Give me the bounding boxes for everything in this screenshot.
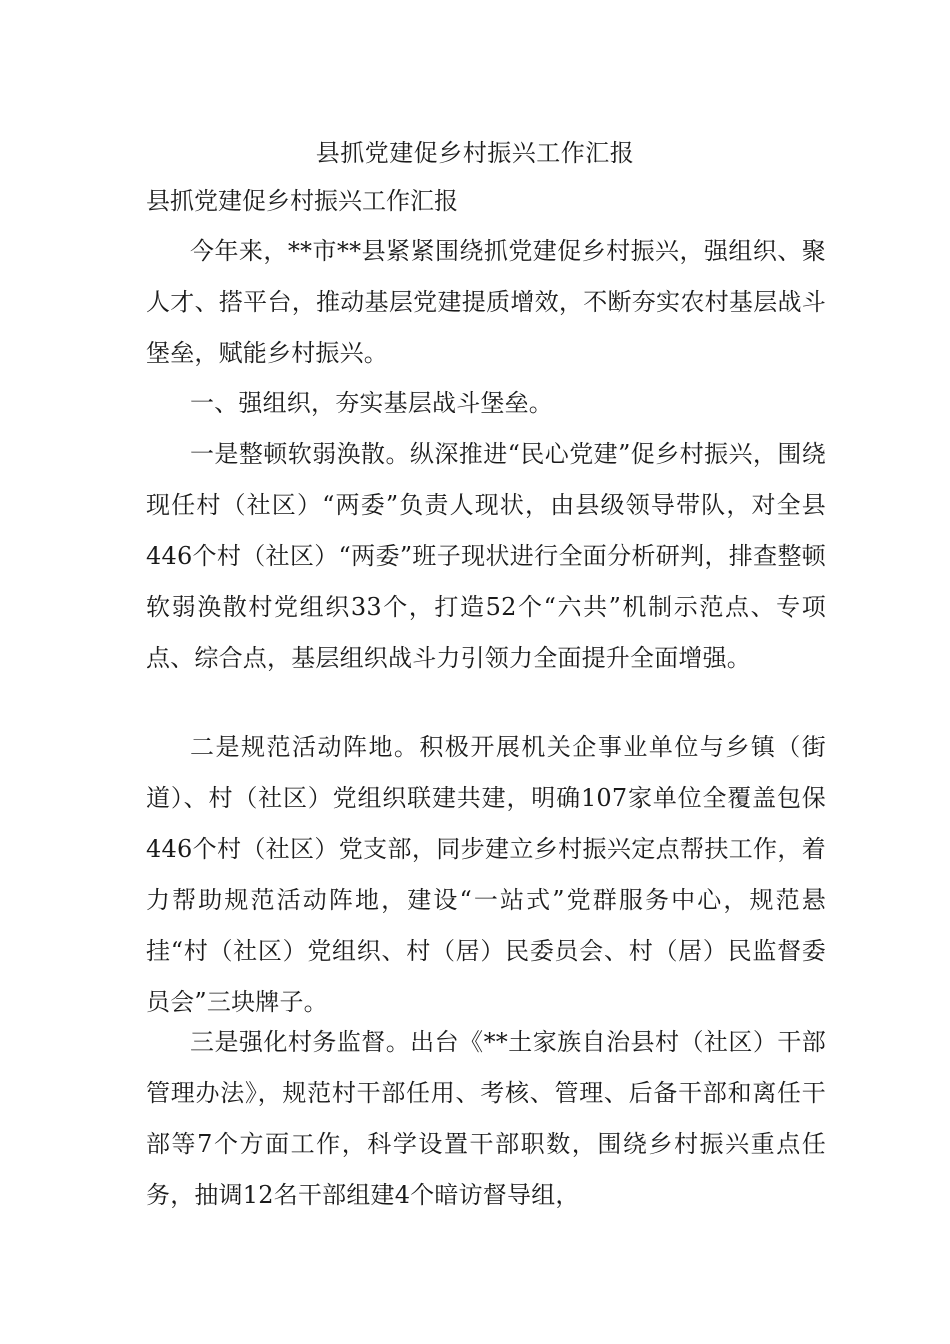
- paragraph-item-2: 二是规范活动阵地。积极开展机关企事业单位与乡镇（街道）、村（社区）党组织联建共建，明确107家单位全覆盖包保446个村（社区）党支部，同步建立乡村振兴定点帮扶工作，着力帮助规范活动阵地，建设“一站式”党群服务中心，规范悬挂“村（社区）党组织、村（居）民委员会、村（居）民监督委员会”三块牌子。: [146, 733, 826, 1016]
- paragraph-item-3: 三是强化村务监督。出台《**土家族自治县村（社区）干部管理办法》，规范村干部任用、考核、管理、后备干部和离任干部等7个方面工作，科学设置干部职数，围绕乡村振兴重点任务，抽调12名干部组建4个暗访督导组，: [146, 1028, 826, 1209]
- paragraph-item-1: 一是整顿软弱涣散。纵深推进“民心党建”促乡村振兴，围绕现任村（社区）“两委”负责人现状，由县级领导带队，对全县446个村（社区）“两委”班子现状进行全面分析研判，排查整顿软弱涣散村党组织33个，打造52个“六共”机制示范点、专项点、综合点，基层组织战斗力引领力全面提升全面增强。: [146, 440, 826, 672]
- section-heading-1: 一、强组织，夯实基层战斗堡垒。: [190, 389, 553, 417]
- document-title: 县抓党建促乡村振兴工作汇报: [315, 139, 635, 167]
- document-subtitle: 县抓党建促乡村振兴工作汇报: [146, 187, 458, 215]
- paragraph-intro: 今年来，**市**县紧紧围绕抓党建促乡村振兴，强组织、聚人才、搭平台，推动基层党建提质增效，不断夯实农村基层战斗堡垒，赋能乡村振兴。: [146, 237, 826, 367]
